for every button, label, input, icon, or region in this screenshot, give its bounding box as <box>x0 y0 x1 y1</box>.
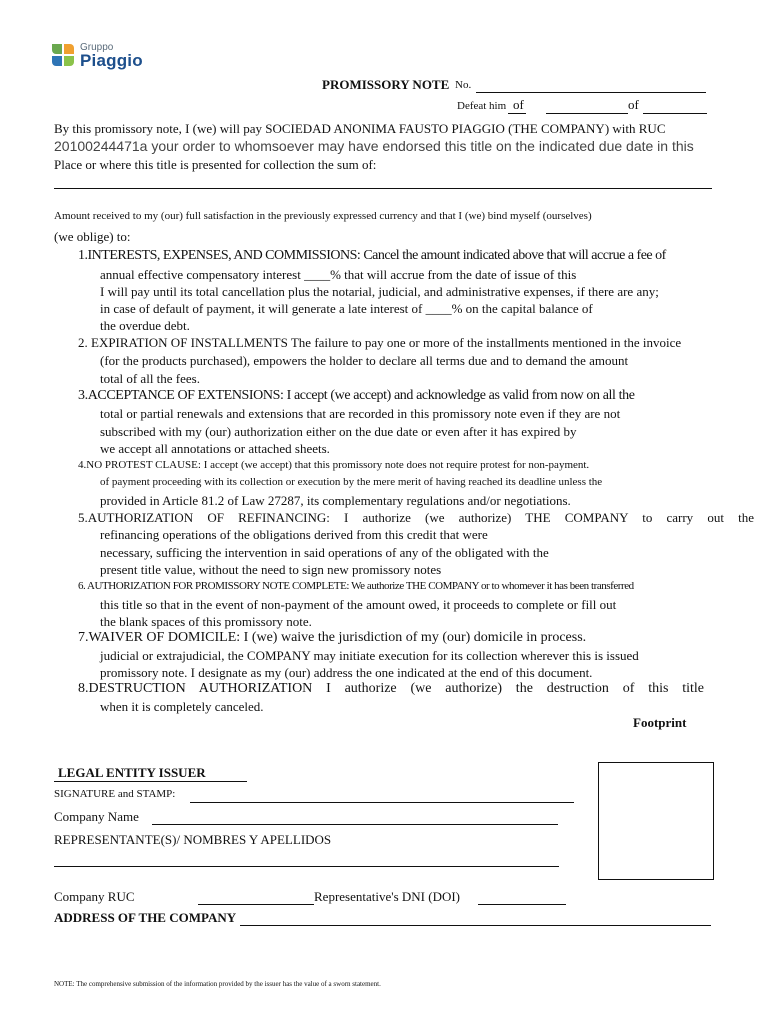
due-month-field[interactable] <box>546 113 628 114</box>
clause-2-line-1: 2. EXPIRATION OF INSTALLMENTS The failure to pay one or more of the installments mentioned in the invoice <box>78 335 682 350</box>
clause-3-line-1: 3.ACCEPTANCE OF EXTENSIONS: I accept (we accept) and acknowledge as valid from now on all the <box>78 388 635 403</box>
company-ruc-field[interactable] <box>198 904 314 905</box>
note-number-label: No. <box>455 79 472 91</box>
footprint-box[interactable] <box>598 762 714 880</box>
clause-8-line-2: when it is completely canceled. <box>100 699 264 714</box>
amount-received-line-2: (we oblige) to: <box>54 229 131 244</box>
representative-dni-field[interactable] <box>478 904 566 905</box>
company-address-field[interactable] <box>240 925 711 926</box>
logo-name-text: Piaggio <box>80 51 143 70</box>
clause-4-line-1: 4.NO PROTEST CLAUSE: I accept (we accept) that this promissory note does not require protest for non-payment. <box>78 459 590 471</box>
clause-3-line-2: total or partial renewals and extensions that are recorded in this promissory note even if they are not <box>100 406 621 421</box>
clause-1-line-2: annual effective compensatory interest ____% that will accrue from the date of issue of this <box>100 267 577 282</box>
clause-6-line-1: 6. AUTHORIZATION FOR PROMISSORY NOTE COMPLETE: We authorize THE COMPANY or to whomever it has been transferred <box>78 580 634 592</box>
due-date-label: Defeat him <box>457 100 507 112</box>
representatives-field[interactable] <box>54 866 559 867</box>
clause-2-line-3: total of all the fees. <box>100 371 200 386</box>
signature-label: SIGNATURE and STAMP: <box>54 788 176 800</box>
clause-7-line-1: 7.WAIVER OF DOMICILE: I (we) waive the jurisdiction of my (our) domicile in process. <box>78 630 587 645</box>
intro-line-1: By this promissory note, I (we) will pay SOCIEDAD ANONIMA FAUSTO PIAGGIO (THE COMPANY) with RUC <box>54 121 666 136</box>
due-day-field[interactable] <box>508 113 526 114</box>
clause-7-line-2: judicial or extrajudicial, the COMPANY may initiate execution for its collection wherever this is issued <box>100 648 639 663</box>
logo-leaf-icon <box>50 42 76 68</box>
representative-dni-label: Representative's DNI (DOI) <box>314 889 461 904</box>
clause-6-line-3: the blank spaces of this promissory note. <box>100 614 312 629</box>
piaggio-logo <box>50 42 160 72</box>
clause-2-line-2: (for the products purchased), empowers the holder to declare all terms due and to demand the amount <box>100 353 629 368</box>
clause-7-line-3: promissory note. I designate as my (our) address the one indicated at the end of this document. <box>100 665 593 680</box>
clause-1-line-4: in case of default of payment, it will generate a late interest of ____% on the capital balance of <box>100 301 593 316</box>
intro-line-3: Place or where this title is presented for collection the sum of: <box>54 157 377 172</box>
clause-1-line-5: the overdue debt. <box>100 318 190 333</box>
clause-4-line-2: of payment proceeding with its collection or execution by the mere merit of having reached its deadline unless the <box>100 476 603 488</box>
intro-line-2: 20100244471a your order to whomsoever may have endorsed this title on the indicated due date in this <box>54 138 694 154</box>
clause-3-line-3: subscribed with my (our) authorization either on the due date or even after it has expired by <box>100 424 577 439</box>
company-address-label: ADDRESS OF THE COMPANY <box>54 910 237 925</box>
due-of-label-2: of <box>628 97 639 112</box>
document-title: PROMISSORY NOTE <box>322 77 450 92</box>
clause-6-line-2: this title so that in the event of non-payment of the amount owed, it proceeds to complete or fill out <box>100 597 617 612</box>
note-number-field[interactable] <box>476 92 706 93</box>
clause-5-line-1: 5.AUTHORIZATION OF REFINANCING: I authorize (we authorize) THE COMPANY to carry out the <box>78 510 754 525</box>
issuer-heading-underline <box>54 781 247 782</box>
sworn-statement-note: NOTE: The comprehensive submission of the information provided by the issuer has the value of a sworn statement. <box>54 980 381 988</box>
clause-1-line-3: I will pay until its total cancellation plus the notarial, judicial, and administrative expenses, if there are any; <box>100 284 659 299</box>
clause-1-line-1: 1.INTERESTS, EXPENSES, AND COMMISSIONS: Cancel the amount indicated above that will accrue a fee of <box>78 248 666 263</box>
due-of-label-1: of <box>513 97 524 112</box>
clause-5-line-3: necessary, sufficing the intervention in said operations of any of the obligated with the <box>100 545 549 560</box>
company-name-label: Company Name <box>54 809 139 824</box>
company-ruc-label: Company RUC <box>54 889 135 904</box>
logo-gruppo-text: Gruppo <box>80 42 114 53</box>
signature-field[interactable] <box>190 802 574 803</box>
footprint-label: Footprint <box>633 715 687 730</box>
clause-8-line-1: 8.DESTRUCTION AUTHORIZATION I authorize (we authorize) the destruction of this title <box>78 681 704 696</box>
clause-5-line-2: refinancing operations of the obligations derived from this credit that were <box>100 527 488 542</box>
representatives-label: REPRESENTANTE(S)/ NOMBRES Y APELLIDOS <box>54 832 332 847</box>
amount-received-line-1: Amount received to my (our) full satisfaction in the previously expressed currency and that I (we) bind myself (ourselves) <box>54 210 592 222</box>
clause-3-line-4: we accept all annotations or attached sheets. <box>100 441 330 456</box>
company-name-field[interactable] <box>152 824 558 825</box>
due-year-field[interactable] <box>643 113 707 114</box>
clause-5-line-4: present title value, without the need to sign new promissory notes <box>100 562 442 577</box>
sum-field[interactable] <box>54 188 712 189</box>
issuer-heading: LEGAL ENTITY ISSUER <box>58 765 206 780</box>
clause-4-line-3: provided in Article 81.2 of Law 27287, its complementary regulations and/or negotiations. <box>100 493 571 508</box>
